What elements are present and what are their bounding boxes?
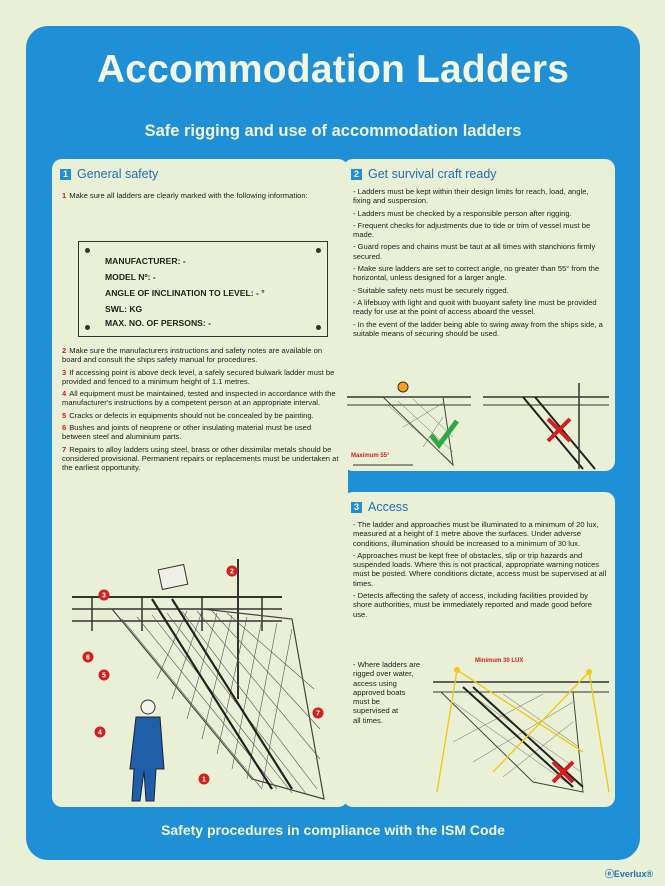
list-item: 6 Bushes and joints of neoprene or other insulating material must be used between steel and aluminium parts.	[62, 423, 312, 442]
list-item: - A lifebuoy with light and quoit with buoyant safety line must be provided ready for use at the point of access aboard the vessel.	[353, 297, 597, 317]
lifebuoy-icon	[398, 382, 408, 392]
access-heading: 3 Access	[351, 500, 408, 514]
general-list	[62, 346, 340, 476]
rivet-icon	[316, 248, 321, 253]
list-item: 2 Make sure the manufacturers instructions and safety notes are available on board and consult the ships safety manual for procedures.	[62, 346, 323, 365]
callout-1: 1	[202, 776, 206, 784]
list-item: 3 If accessing point is above deck level, a safely secured bulwark ladder must be provided and fenced to a minimum height of 1.1 metres.	[62, 367, 335, 386]
list-item: - Frequent checks for adjustments due to tide or trim of vessel must be made.	[353, 220, 591, 240]
list-item: - Suitable safety nets must be securely rigged.	[353, 285, 509, 295]
plate-persons: MAX. NO. OF PERSONS: -	[105, 318, 211, 328]
angle-illustrations	[343, 377, 615, 471]
list-item: - Guard ropes and chains must be taut at all times with stanchions firmly secured.	[353, 242, 596, 261]
callout-5: 5	[102, 672, 106, 680]
list-item: - Detects affecting the safety of access, including facilities provided by shore authorities, must be immediately reported and made good before use.	[353, 591, 592, 619]
callout-4: 4	[98, 729, 102, 737]
list-item: - Make sure ladders are set to correct angle, no greater than 55° from the horizontal, unless designed for a larger angle.	[353, 264, 600, 283]
lux-label: Minimum 30 LUX	[475, 658, 524, 664]
list-item: 5 Cracks or defects in equipments should not be concealed by be painting.	[62, 410, 314, 420]
rivet-icon	[316, 325, 321, 330]
brand-logo: ⓔEverlux®	[604, 869, 653, 879]
worker-icon	[130, 700, 164, 801]
access-panel	[343, 492, 615, 807]
access-list	[353, 520, 607, 622]
list-item: - The ladder and approaches must be illuminated to a minimum of 20 lux, measured at a height of 1 metre above the surfaces. Under adverse conditions, illumination should be increased to a minimum of 30 lux.	[353, 520, 599, 548]
access-illustration	[433, 652, 615, 802]
lamp-icon	[454, 667, 460, 673]
poster	[26, 26, 640, 860]
manual-icon	[158, 565, 188, 590]
rivet-icon	[85, 248, 90, 253]
callout-6: 6	[86, 654, 90, 662]
general-safety-panel	[52, 159, 348, 807]
list-item: 4 All equipment must be maintained, tested and inspected in accordance with the manufacturer's instructions by a competent person at an appropriate interval.	[62, 389, 336, 408]
general-safety-heading	[60, 167, 158, 181]
survival-list	[353, 187, 607, 341]
page-footer: Safety procedures in compliance with the ISM Code	[161, 822, 505, 838]
section-number: 1	[60, 169, 71, 180]
ladder-marking-plate	[78, 241, 328, 337]
survival-craft-panel	[343, 159, 615, 471]
general-item-1: 1 Make sure all ladders are clearly marked with the following information:	[62, 191, 308, 200]
section-title: General safety	[77, 167, 159, 181]
list-item: 7 Repairs to alloy ladders using steel, brass or other dissimilar metals should be considered provisional. Permanent repairs or replacements must be undertaken at the earliest opportunity.	[62, 444, 339, 473]
plate-swl: SWL: KG	[105, 304, 143, 314]
list-item: - Ladders must be checked by a responsible person after rigging.	[353, 208, 572, 218]
max-angle-label: Maximum 55°	[351, 453, 390, 459]
water-note: - Where ladders are rigged over water, access using approved boats must be supervised at all times.	[353, 660, 421, 725]
lamp-icon	[586, 669, 592, 675]
plate-model: MODEL Nº: -	[105, 272, 156, 282]
list-item: - In the event of the ladder being able to swing away from the ships side, a suitable means of securing should be used.	[353, 319, 603, 338]
check-icon	[431, 421, 457, 445]
page-title: Accommodation Ladders	[96, 48, 570, 91]
plate-manufacturer: MANUFACTURER: -	[105, 256, 186, 266]
callout-7: 7	[316, 710, 320, 718]
ladder-illustration	[52, 539, 348, 807]
callout-3: 3	[102, 592, 106, 600]
list-item: - Ladders must be kept within their design limits for reach, load, angle, fixing and suspension.	[353, 187, 589, 206]
survival-heading: 2 Get survival craft ready	[351, 167, 497, 181]
rivet-icon	[85, 325, 90, 330]
page-subtitle: Safe rigging and use of accommodation ladders	[144, 122, 522, 140]
list-item: - Approaches must be kept free of obstacles, slip or trip hazards and suspended loads. Where this is not practical, appropriate warning notices must be posted. Where conditions dictate, access must be supervised at all times.	[353, 550, 607, 588]
plate-angle: ANGLE OF INCLINATION TO LEVEL: - °	[105, 288, 265, 298]
callout-2: 2	[230, 568, 234, 576]
